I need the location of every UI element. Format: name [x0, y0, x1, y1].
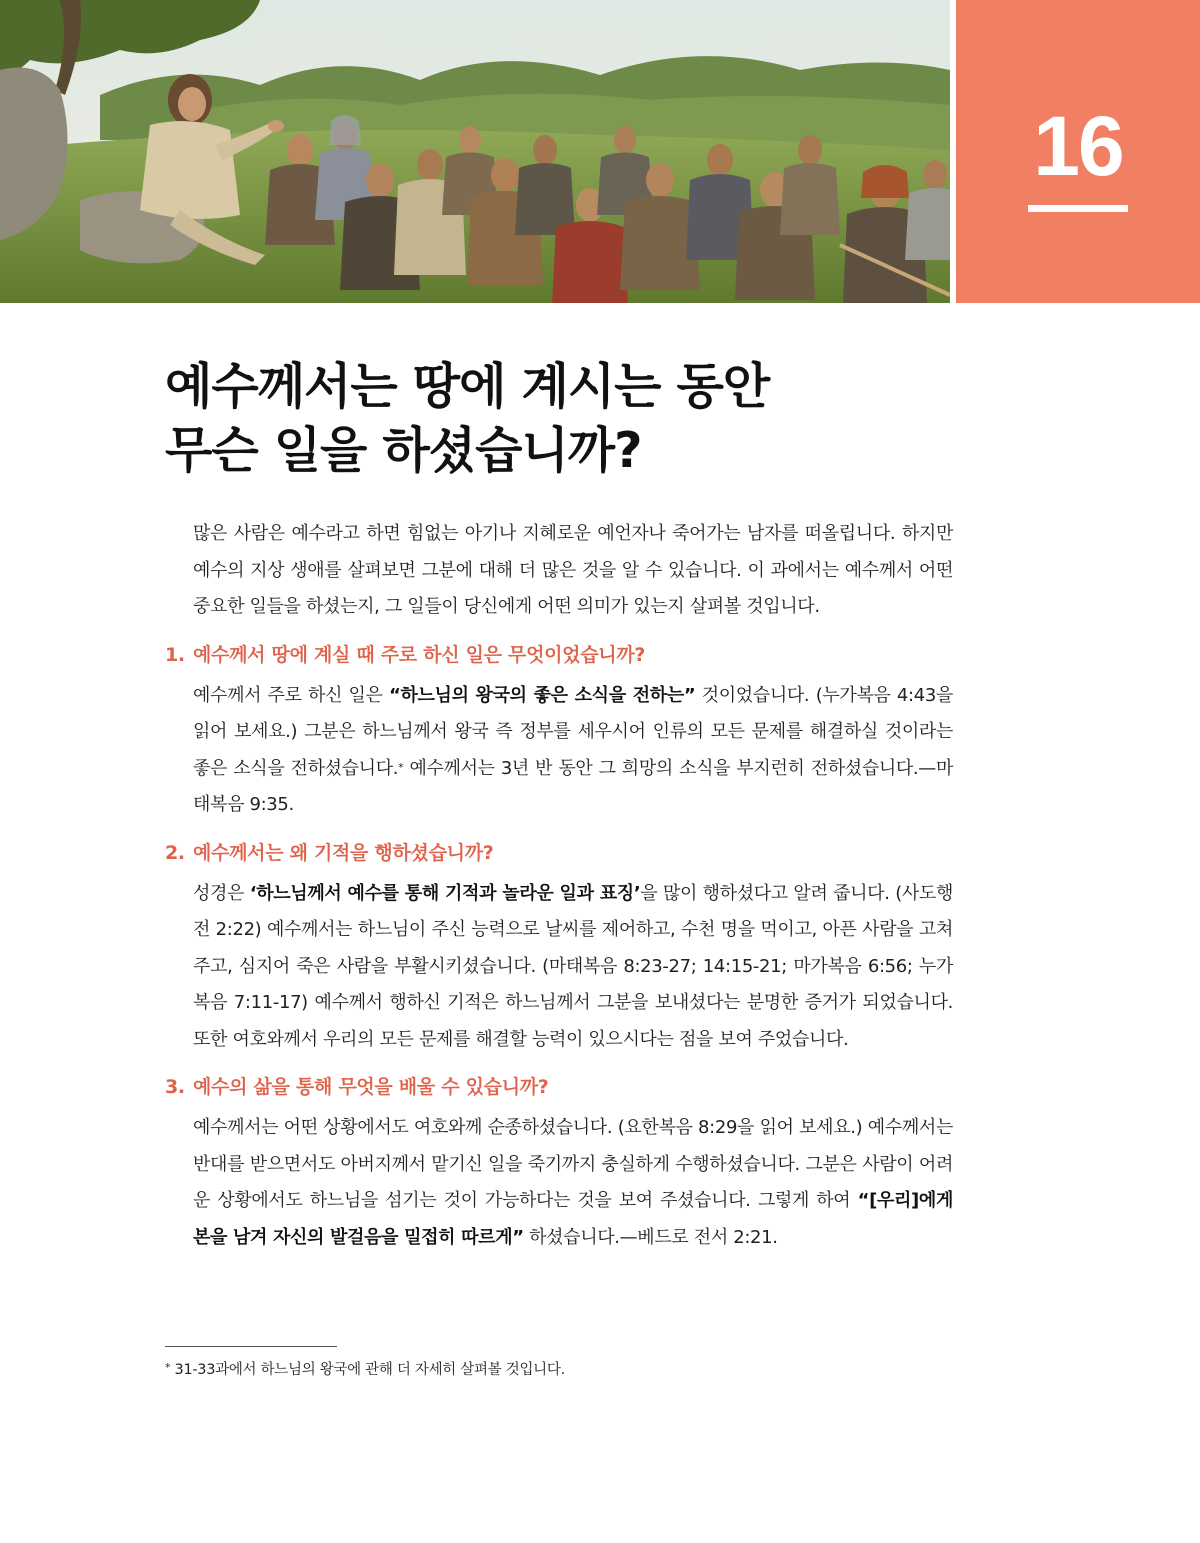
- page-title: [165, 355, 965, 483]
- footnote-reference[interactable]: *: [398, 760, 404, 774]
- lesson-number: 16: [1033, 99, 1123, 193]
- answer-1-text-end: 예수께서는 3년 반 동안 그 희망의 소식을 부지런히 전하셨습니다.—마태복음 9:35.: [193, 757, 953, 815]
- lesson-number-badge: [956, 0, 1200, 303]
- answer-3: [193, 1110, 953, 1256]
- question-3-text: 예수의 삶을 통해 무엇을 배울 수 있습니까?: [193, 1076, 549, 1098]
- question-1-number: 1.: [165, 643, 185, 666]
- answer-3-emphasis: “[우리]에게 본을 남겨 자신의 발걸음을 밀접히 따르게”: [193, 1190, 953, 1248]
- footnote-divider: [165, 1346, 337, 1347]
- footnote-mark: *: [165, 1361, 171, 1374]
- answer-2-text: 성경은: [193, 882, 250, 904]
- intro-paragraph: 많은 사람은 예수라고 하면 힘없는 아기나 지혜로운 예언자나 죽어가는 남자를 떠올립니다. 하지만 예수의 지상 생애를 살펴보면 그분에 대해 더 많은 것을 알 수 있습니다. 이 과에서는 예수께서 어떤 중요한 일들을 하셨는지, 그 일들이 당신에게 어떤 의미가 있는지 살펴볼 것입니다.: [193, 523, 953, 617]
- answer-3-text: 예수께서는 어떤 상황에서도 여호와께 순종하셨습니다. (요한복음 8:29을 읽어 보세요.) 예수께서는 반대를 받으면서도 아버지께서 맡기신 일을 죽기까지 충실하게 수행하셨습니다. 그분은 사람이 어려운 상황에서도 하느님을 섬기는 것이 가능하다는 것을 보여 주셨습니다. 그렇게 하여: [193, 1117, 953, 1211]
- question-2: [165, 836, 953, 870]
- question-1: [165, 638, 953, 672]
- answer-3-text-end: 하셨습니다.—베드로 전서 2:21.: [523, 1226, 778, 1248]
- footnote: [165, 1358, 953, 1382]
- answer-1-text: 예수께서 주로 하신 일은: [193, 684, 389, 706]
- question-2-number: 2.: [165, 841, 185, 864]
- question-1-text: 예수께서 땅에 계실 때 주로 하신 일은 무엇이었습니까?: [193, 643, 646, 666]
- hero-illustration: [0, 0, 950, 303]
- answer-2-emphasis: ‘하느님께서 예수를 통해 기적과 놀라운 일과 표징’: [249, 882, 641, 904]
- lesson-body: [165, 516, 953, 1256]
- answer-1: [193, 678, 953, 824]
- title-line-2: 무슨 일을 하셨습니까?: [165, 422, 642, 479]
- footnote-text: 31-33과에서 하느님의 왕국에 관해 더 자세히 살펴볼 것입니다.: [170, 1362, 565, 1378]
- question-3: [165, 1070, 953, 1104]
- answer-1-text-mid: 것이었습니다. (누가복음 4:43을 읽어 보세요.) 그분은 하느님께서 왕국 즉 정부를 세우시어 인류의 모든 문제를 해결하실 것이라는 좋은 소식을 전하셨습니다.: [193, 684, 953, 779]
- answer-1-emphasis: “하느님의 왕국의 좋은 소식을 전하는”: [388, 684, 696, 706]
- answer-2-text-end: 을 많이 행하셨다고 알려 줍니다. (사도행전 2:22) 예수께서는 하느님이 주신 능력으로 날씨를 제어하고, 수천 명을 먹이고, 아픈 사람을 고쳐 주고, 심지어 죽은 사람을 부활시키셨습니다. (마태복음 8:23-27; 14:15-21; 마가복음 6:56; 누가복음 7:11-17) 예수께서 행하신 기적은 하느님께서 그분을 보내셨다는 분명한 증거가 되었습니다. 또한 여호와께서 우리의 모든 문제를 해결할 능력이 있으시다는 점을 보여 주었습니다.: [193, 882, 953, 1050]
- answer-2: [193, 876, 953, 1059]
- title-line-1: 예수께서는 땅에 계시는 동안: [165, 358, 770, 415]
- question-2-text: 예수께서는 왜 기적을 행하셨습니까?: [193, 841, 494, 864]
- question-3-number: 3.: [165, 1076, 185, 1098]
- badge-underline: [1028, 205, 1128, 212]
